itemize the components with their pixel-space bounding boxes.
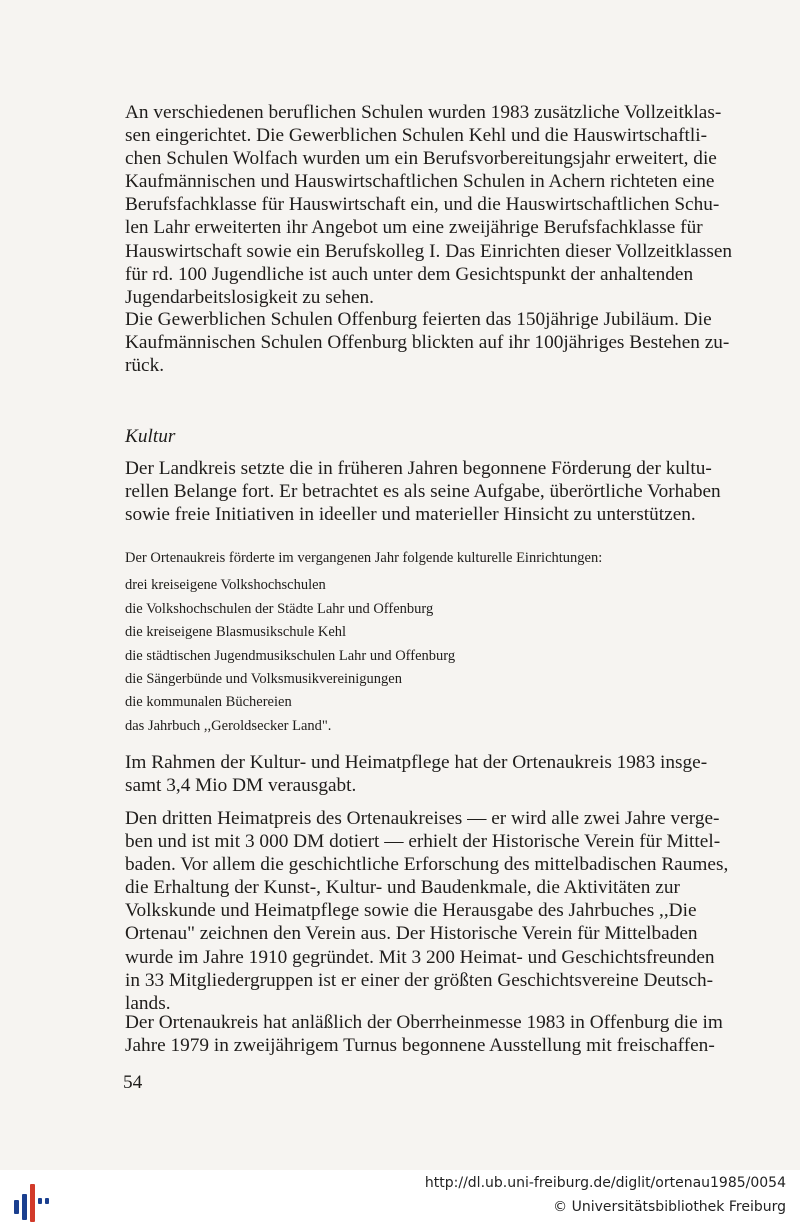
paragraph-heimatpreis [125, 807, 737, 1015]
text-line: chen Schulen Wolfach wurden um ein Berufsvorbereitungsjahr erweitert, die [125, 148, 717, 170]
text-line: Den dritten Heimatpreis des Ortenaukreises — er wird alle zwei Jahre verge- [125, 808, 720, 829]
list-item: die Sängerbünde und Volksmusikvereinigungen [125, 671, 402, 688]
source-url-link[interactable]: http://dl.ub.uni-freiburg.de/diglit/ortenau1985/0054 [424, 1175, 786, 1191]
paragraph-heimatpflege [125, 751, 737, 797]
paragraph-jubilaeum [125, 308, 737, 377]
list-item: die kommunalen Büchereien [125, 694, 292, 711]
list-item: drei kreiseigene Volkshochschulen [125, 577, 326, 594]
copyright-text: © Universitätsbibliothek Freiburg [553, 1199, 786, 1215]
paragraph-vollzeitklassen [125, 101, 737, 309]
text-line: Im Rahmen der Kultur- und Heimatpflege hat der Ortenaukreis 1983 insge- [125, 752, 708, 773]
list-item: das Jahrbuch ,,Geroldsecker Land". [125, 717, 332, 734]
text-line: Der Ortenaukreis hat anläßlich der Oberrheinmesse 1983 in Offenburg die im [125, 1012, 723, 1033]
text-line: len Lahr erweiterten ihr Angebot um eine zweijährige Berufsfachklasse für [125, 217, 703, 239]
text-line: wurde im Jahre 1910 gegründet. Mit 3 200 Heimat- und Geschichtsfreunden [125, 946, 715, 968]
text-line: Volkskunde und Heimatpflege sowie die Herausgabe des Jahrbuches ,,Die [125, 900, 697, 922]
list-item: die Volkshochschulen der Städte Lahr und Offenburg [125, 600, 434, 617]
text-line: sowie freie Initiativen in ideeller und materieller Hinsicht zu unterstützen. [125, 504, 696, 526]
text-line: in 33 Mitgliedergruppen ist er einer der größten Geschichtsvereine Deutsch- [125, 969, 714, 991]
text-line: rellen Belange fort. Er betrachtet es als seine Aufgabe, überörtliche Vorhaben [125, 481, 721, 503]
text-line: baden. Vor allem die geschichtliche Erforschung des mittelbadischen Raumes, [125, 854, 729, 876]
text-line: die Erhaltung der Kunst-, Kultur- und Baudenkmale, die Aktivitäten zur [125, 877, 680, 899]
list-intro: Der Ortenaukreis förderte im vergangenen Jahr folgende kulturelle Einrichtungen: [125, 550, 603, 566]
text-line: lands. [125, 992, 171, 1014]
cultural-institutions-list [125, 547, 737, 738]
text-line: Berufsfachklasse für Hauswirtschaft ein, und die Hauswirtschaftlichen Schu- [125, 194, 720, 216]
text-line: Hauswirtschaft sowie ein Berufskolleg I. Das Einrichten dieser Vollzeitklassen [125, 240, 733, 262]
paragraph-kultur [125, 457, 737, 526]
text-line: für rd. 100 Jugendliche ist auch unter dem Gesichtspunkt der anhaltenden [125, 263, 694, 285]
text-line: An verschiedenen beruflichen Schulen wurden 1983 zusätzliche Vollzeitklas- [125, 102, 722, 123]
page-number: 54 [123, 1072, 143, 1093]
library-footer [0, 1170, 800, 1226]
text-line: ben und ist mit 3 000 DM dotiert — erhielt der Historische Verein für Mittel- [125, 831, 721, 853]
paragraph-oberrheinmesse [125, 1011, 737, 1057]
text-line: Die Gewerblichen Schulen Offenburg feierten das 150jährige Jubiläum. Die [125, 309, 712, 330]
text-line: Kaufmännischen Schulen Offenburg blickten auf ihr 100jähriges Bestehen zu- [125, 332, 730, 354]
text-line: sen eingerichtet. Die Gewerblichen Schulen Kehl und die Hauswirtschaftli- [125, 125, 707, 147]
library-logo-icon [12, 1174, 52, 1224]
text-line: Ortenau" zeichnen den Verein aus. Der Historische Verein für Mittelbaden [125, 923, 698, 945]
text-line: Jahre 1979 in zweijährigem Turnus begonnene Ausstellung mit freischaffen- [125, 1035, 715, 1057]
section-heading-kultur: Kultur [125, 426, 176, 447]
text-line: Kaufmännischen und Hauswirtschaftlichen Schulen in Achern richteten eine [125, 171, 715, 193]
list-item: die städtischen Jugendmusikschulen Lahr und Offenburg [125, 647, 456, 664]
text-line: rück. [125, 355, 165, 377]
text-line: Jugendarbeitslosigkeit zu sehen. [125, 286, 374, 308]
text-line: samt 3,4 Mio DM verausgabt. [125, 775, 357, 797]
list-item: die kreiseigene Blasmusikschule Kehl [125, 624, 347, 641]
text-line: Der Landkreis setzte die in früheren Jahren begonnene Förderung der kultu- [125, 458, 712, 479]
